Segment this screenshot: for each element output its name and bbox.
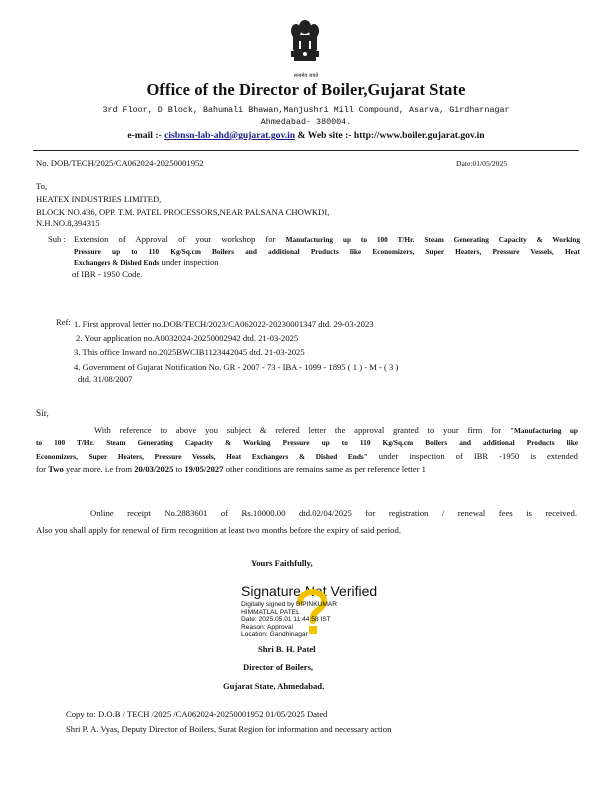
closing: Yours Faithfully, [251,558,313,568]
header-divider [33,150,579,151]
body-text: year more. i.e from [65,463,133,474]
signature-detail-line: Reason: Approval [241,623,294,631]
signatory-designation: Director of Boilers, [243,662,314,672]
reference-item: dtd. 31/08/2007 [78,373,133,384]
recipient-line: BLOCK NO.436, OPP. T.M. PATEL PROCESSORS,NEAR PALSANA CHOWKDI, [36,207,330,217]
office-title: Office of the Director of Boiler,Gujarat State [146,80,466,99]
subject-bold: Manufacturing up to 100 T/Hr. Steam Generating Capacity & Working [285,235,580,244]
body-paragraph [36,424,578,475]
signature-detail-line: Date: 2025.05.01 11:44:58 IST [241,616,331,624]
reference-list [74,317,398,386]
signature-status: Signature Not Verified [241,583,378,599]
website-link[interactable]: http://www.boiler.gujarat.gov.in [353,130,485,141]
subject-plain: Extension of Approval of your workshop for [74,234,276,244]
body-bold: to 100 T/Hr. Steam Generating Capacity & Working Pressure up to 110 Kg/Sq.cm Boilers and additional Products like [36,438,578,448]
body-text: under inspection of IBR -1950 is extended [378,450,578,461]
subject-label: Sub : [48,234,66,244]
office-address [0,104,612,128]
body-text: for [36,463,47,474]
signature-detail-line: Digitally signed by BIPINKUMAR [241,601,338,608]
signatory-name: Shri B. H. Patel [258,644,316,654]
recipient-block [36,180,329,230]
email-link[interactable]: cisbnsn-lab-ahd@gujarat.gov.in [164,130,296,141]
body-bold: Economizers, Super Heaters, Pressure Vessels, Heat Exchangers & Dished Ends" [36,451,368,461]
copy-recipient-line: Shri P. A. Vyas, Deputy Director of Boilers, Surat Region for information and necessary action [66,724,392,734]
body-bold: "Manufacturing up [509,426,578,435]
subject-text [74,234,580,280]
ref-label: Ref: [56,317,71,327]
body-bold: Two [48,463,64,474]
body-bold: 20/03/2025 [134,463,174,474]
body-text: other conditions are remains same as per reference letter 1 [225,463,426,474]
reference-item: 2. Your application no.A0032024-20250002942 dtd. 21-03-2025 [76,333,299,344]
reference-item: 4. Government of Gujarat Notification No. GR - 2007 - 73 - IBA - 1099 - 1895 ( 1 ) - M - ( 3 ) [74,361,399,372]
digital-signature-details [241,601,337,639]
body-text: to [175,463,183,474]
address-line-1: 3rd Floor, D Block, Bahumali Bhawan,Manjushri Mill Compound, Asarva, Girdharnagar [102,105,510,115]
body-bold: 19/05/2027 [184,463,224,474]
body-text: With reference to above you subject & refered letter the approval granted to your firm for [94,425,502,435]
web-label: & Web site :- [297,130,352,141]
address-line-2: Ahmedabad- 380004. [260,117,352,127]
recipient-line: HEATEX INDUSTRIES LIMITED, [36,194,162,204]
state-emblem [287,18,323,76]
renewal-text: Also you shall apply for renewal of firm recognition at least two months before the expiry of said period. [36,525,402,535]
subject-bold: Exchangers & Dished Ends [74,258,160,267]
reference-item: 3. This office Inward no.2025BWCIB1123442045 dtd. 21-03-2025 [74,347,305,358]
subject-plain: under inspection [161,257,219,267]
emblem-motto: सत्यमेव जयते [293,73,319,79]
signature-detail-line: HIMMATLAL PATEL [241,608,300,616]
reference-item: 1. First approval letter no.DOB/TECH/2023/CA062022-20230001347 dtd. 29-03-2023 [74,319,374,329]
copy-to-line: Copy to: D.O.B / TECH /2025 /CA062024-20250001952 01/05/2025 Dated [66,709,328,719]
recipient-line: N.H.NO.8,394315 [36,218,100,228]
subject-plain: of IBR - 1950 Code. [72,268,143,279]
letter-number: No. DOB/TECH/2025/CA062024-20250001952 [36,158,204,168]
receipt-text: Online receipt No.2883601 of Rs.10000.00 dtd.02/04/2025 for registration / renewal fees is received. [90,508,577,518]
email-label: e-mail :- [127,130,162,141]
letter-date: Date:01/05/2025 [456,159,508,168]
contact-line [0,130,612,141]
to-label: To, [36,181,48,191]
signature-detail-line: Location: Gandhinagar [241,631,308,639]
subject-bold: Pressure up to 110 Kg/Sq.cm Boilers and additional Products like Economizers, Super Heaters, Pressure Vessels, Heat [74,246,580,256]
salutation: Sir, [36,409,49,419]
signatory-office: Gujarat State, Ahmedabad. [223,681,325,691]
